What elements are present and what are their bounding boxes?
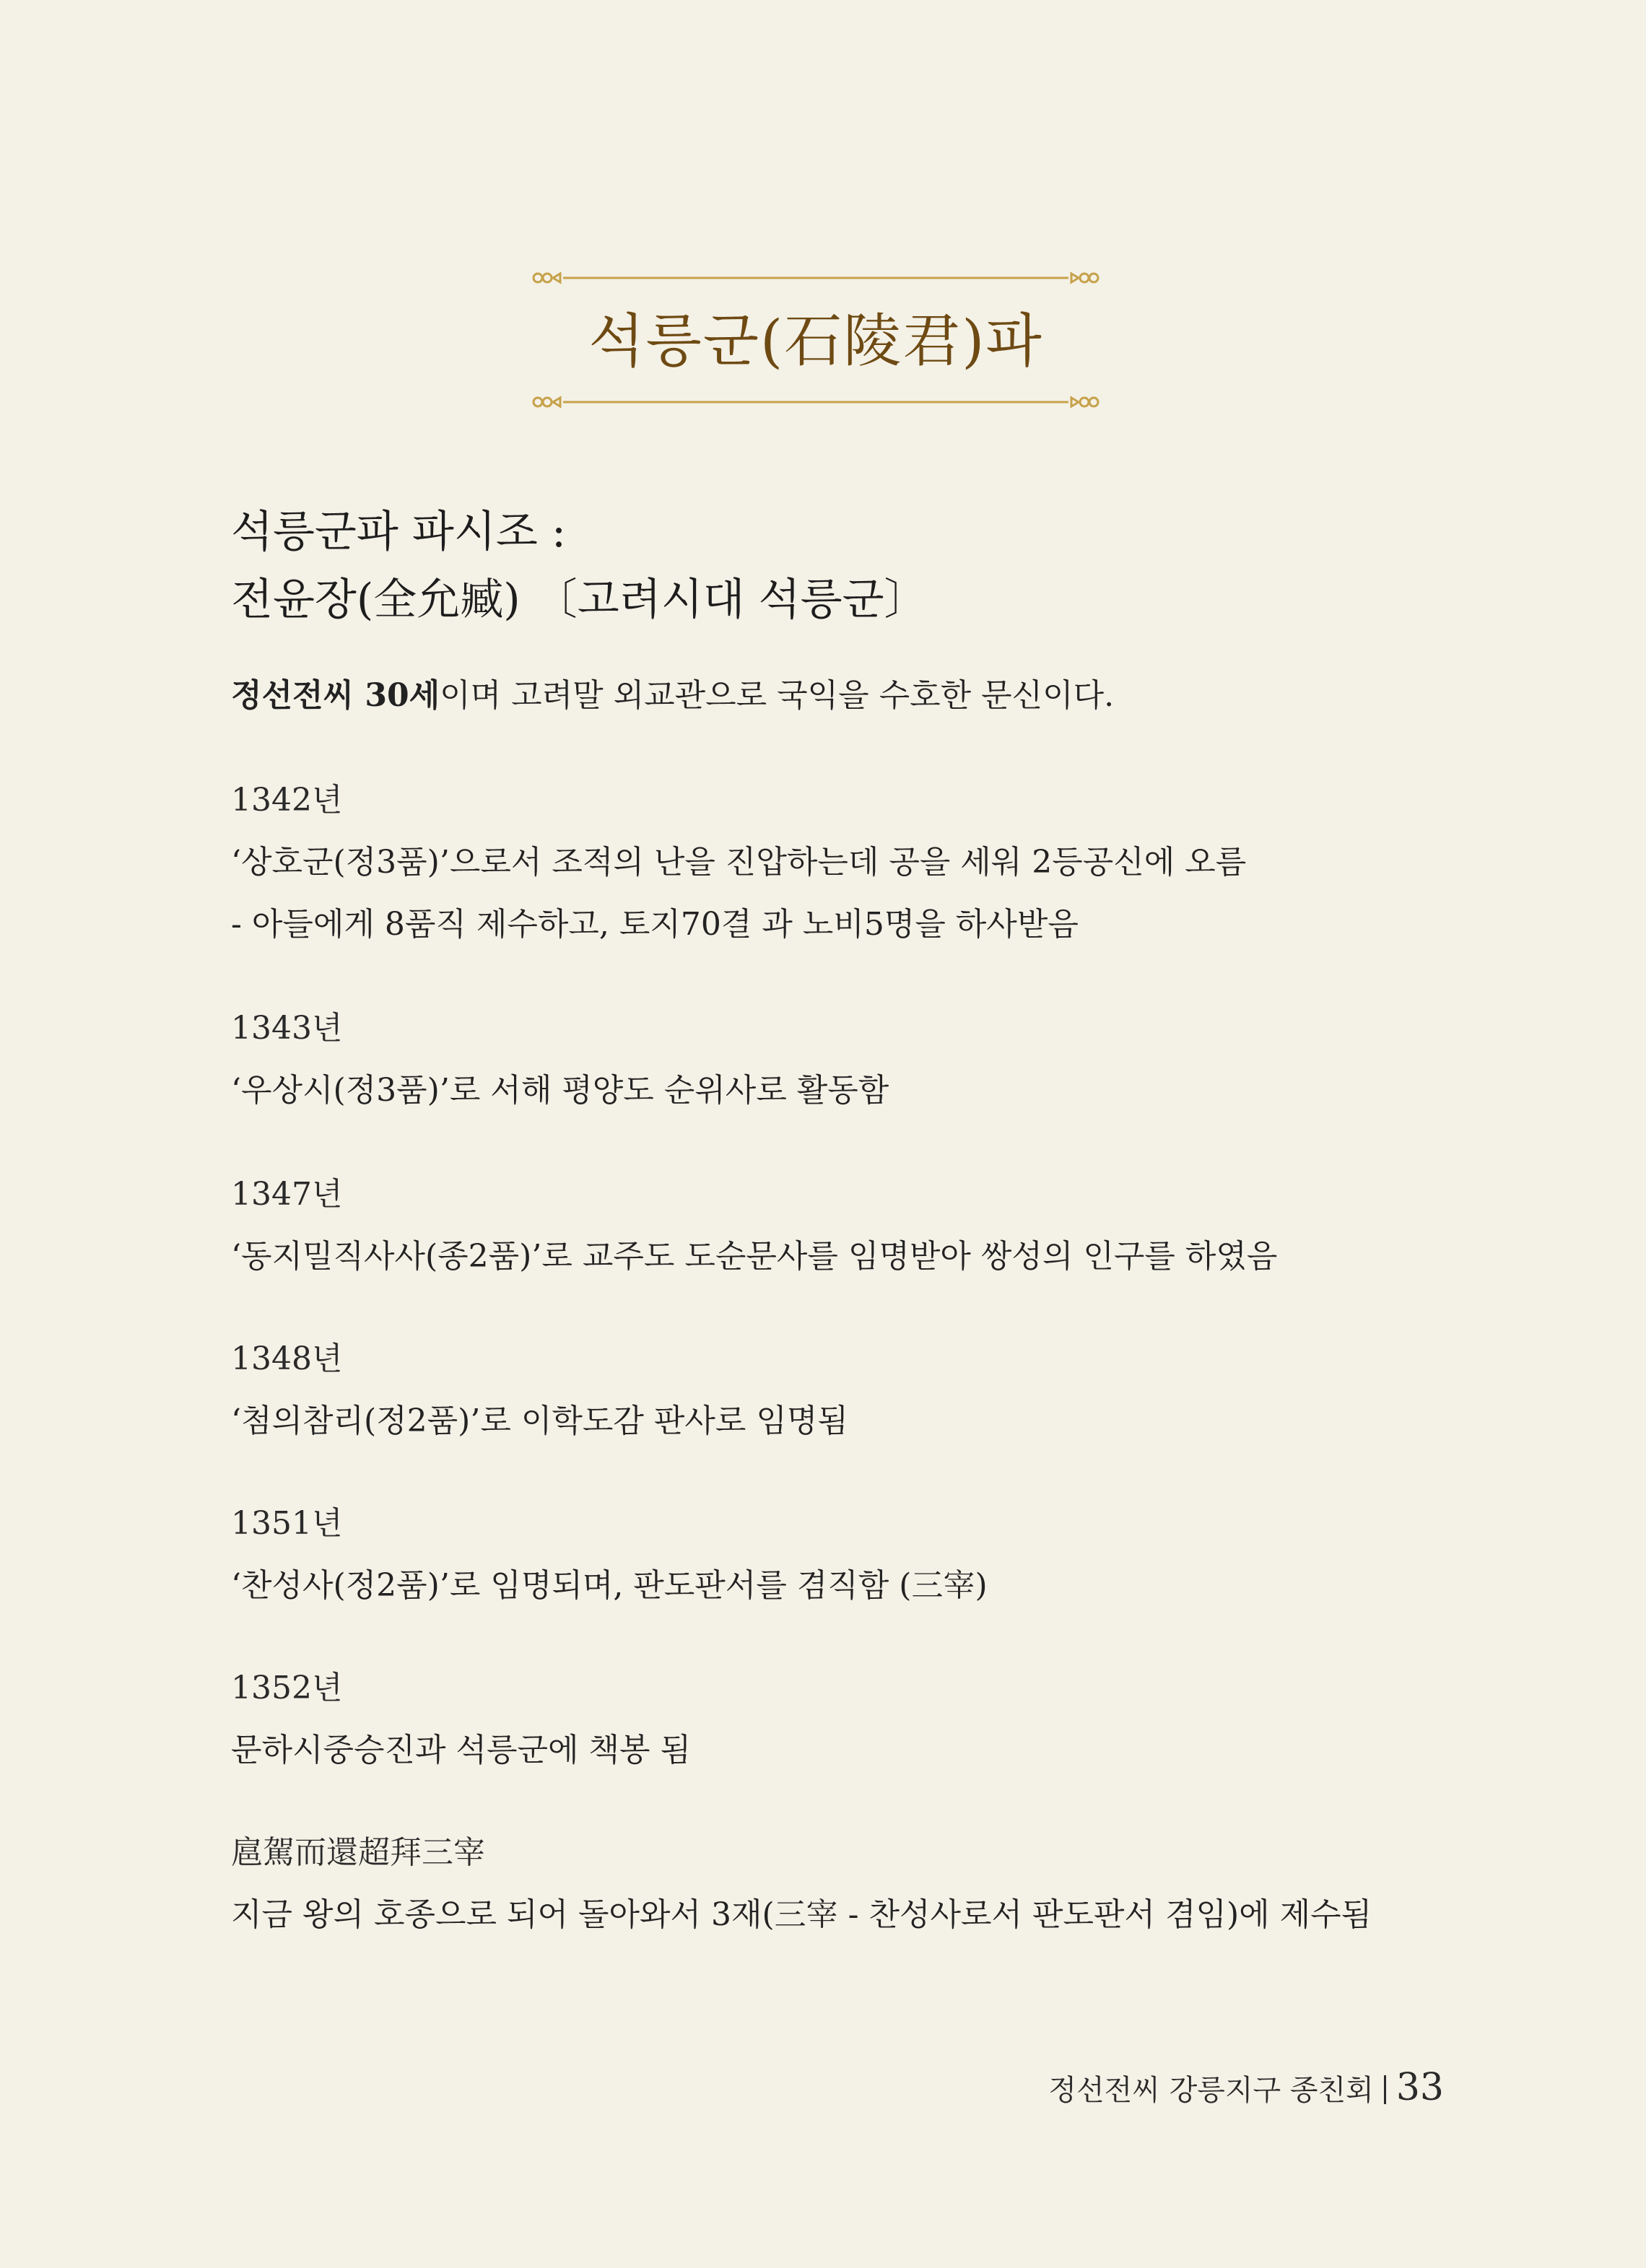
footer-divider	[1384, 2075, 1386, 2104]
entry-1342	[231, 769, 1530, 956]
entry-year: 1342년	[231, 782, 343, 819]
entry-line: ‘동지밀직사사(종2품)’로 교주도 도순문사를 임명받아 쌍성의 인구를 하였음	[231, 1238, 1278, 1275]
section-heading	[231, 498, 1458, 634]
page-title: 석릉군(石陵君)파	[588, 308, 1043, 375]
entry-line: 지금 왕의 호종으로 되어 돌아와서 3재(三宰 - 찬성사로서 판도판서 겸임)에 제수됨	[231, 1896, 1372, 1933]
entry-1343	[231, 998, 1530, 1122]
entry-line: ‘찬성사(정2품)’로 임명되며, 판도판서를 겸직함 (三宰)	[231, 1567, 988, 1604]
ornament-bottom	[527, 391, 1105, 413]
footer-org: 정선전씨 강릉지구 종친회	[1048, 2074, 1374, 2107]
page-footer	[1048, 2064, 1444, 2114]
entry-1347	[231, 1164, 1530, 1288]
entry-year: 1347년	[231, 1176, 343, 1213]
intro-text: 이며 고려말 외교관으로 국익을 수호한 문신이다.	[440, 677, 1115, 714]
entry-line: 문하시중승진과 석릉군에 책봉 됨	[231, 1732, 692, 1768]
entry-year: 1351년	[231, 1505, 343, 1542]
entry-year: 1343년	[231, 1010, 343, 1047]
entry-line: - 아들에게 8품직 제수하고, 토지70결 과 노비5명을 하사받음	[231, 906, 1079, 943]
intro-bold: 정선전씨 30세	[231, 677, 440, 714]
entry-1348	[231, 1328, 1530, 1452]
entry-hanja	[231, 1822, 1530, 1946]
entry-heading-hanja: 扈駕而還超拜三宰	[231, 1834, 485, 1871]
heading-line-2: 전윤장(全允臧) 〔고려시대 석릉군〕	[231, 575, 928, 625]
title-block	[527, 267, 1105, 419]
entry-line: ‘우상시(정3품)’로 서해 평양도 순위사로 활동함	[231, 1072, 889, 1109]
intro-paragraph	[231, 673, 1530, 719]
entry-1351	[231, 1493, 1530, 1617]
ornament-top	[527, 267, 1105, 289]
page-number: 33	[1395, 2066, 1444, 2109]
entry-1352	[231, 1657, 1530, 1781]
heading-line-1: 석릉군파 파시조 :	[231, 507, 567, 557]
entry-line: ‘첨의참리(정2품)’로 이학도감 판사로 임명됨	[231, 1403, 848, 1439]
entry-line: ‘상호군(정3품)’으로서 조적의 난을 진압하는데 공을 세워 2등공신에 오름	[231, 844, 1247, 881]
entry-year: 1352년	[231, 1670, 343, 1706]
entry-year: 1348년	[231, 1340, 343, 1377]
